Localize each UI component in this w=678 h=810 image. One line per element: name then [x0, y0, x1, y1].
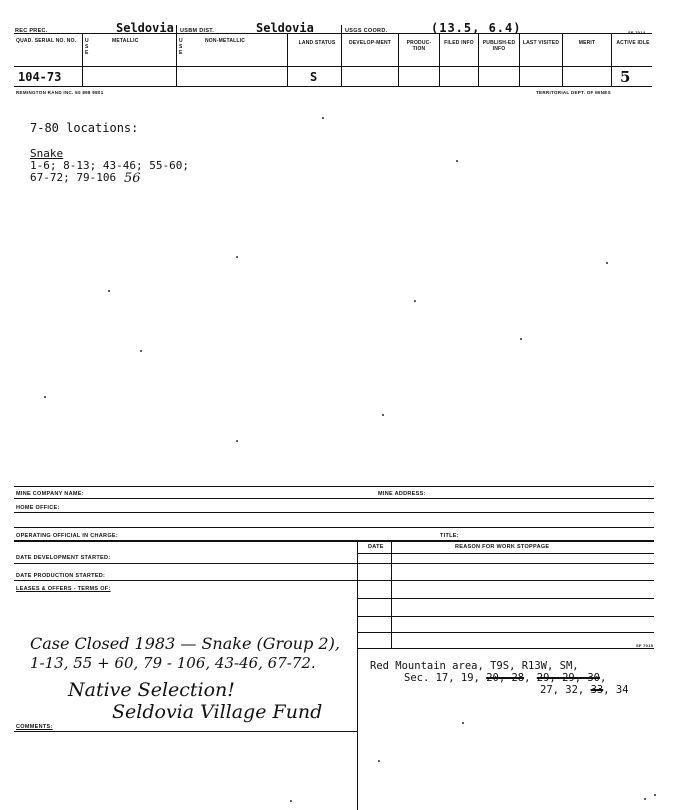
- location-line-1: Red Mountain area, T9S, R13W, SM,: [370, 660, 579, 672]
- form-rule: [14, 580, 654, 581]
- record-land-status: S: [310, 70, 318, 84]
- scan-speck: [520, 338, 522, 340]
- col-land-status: LAND STATUS: [298, 40, 336, 46]
- col-divider: [82, 33, 83, 86]
- record-row-top: [14, 66, 652, 67]
- scan-speck: [322, 117, 324, 119]
- scan-speck: [290, 800, 292, 802]
- col-production: PRODUC-TION: [406, 40, 432, 52]
- notes-line2: 67-72; 79-106: [30, 171, 117, 184]
- record-active-mark: 5: [620, 68, 631, 86]
- form-rule: [357, 648, 654, 649]
- handwritten-line-3: Native Selection!: [68, 679, 235, 701]
- date-dev-started-label: DATE DEVELOPMENT STARTED:: [16, 555, 111, 561]
- scan-speck: [414, 300, 416, 302]
- form-rule: [357, 632, 654, 633]
- form-rule: [14, 540, 654, 542]
- location-line-3: [540, 684, 629, 696]
- date-prod-started-label: DATE PRODUCTION STARTED:: [16, 573, 106, 579]
- reason-col-label: REASON FOR WORK STOPPAGE: [455, 544, 550, 550]
- scan-speck: [108, 290, 110, 292]
- scan-speck: [378, 760, 380, 762]
- scan-speck: [606, 262, 608, 264]
- notes-subheading: Snake: [30, 147, 64, 160]
- printer-line-right: TERRITORIAL DEPT. OF MINES: [536, 90, 611, 95]
- mine-company-name-label: MINE COMPANY NAME:: [16, 491, 84, 497]
- home-office-label: HOME OFFICE:: [16, 505, 60, 511]
- usgs-coord-label: USGS COORD.: [345, 28, 388, 34]
- col-quad-serial: QUAD. SERIAL NO. NO.: [16, 38, 77, 44]
- notes-heading: 7-80 locations:: [30, 121, 139, 135]
- location-line-3-strike: 33: [590, 684, 604, 696]
- col-divider: [562, 33, 563, 86]
- scan-speck: [236, 256, 238, 258]
- col-non-metallic: NON-METALLIC: [205, 38, 246, 44]
- record-row-bottom: [14, 86, 652, 87]
- comments-label: COMMENTS:: [16, 724, 53, 730]
- col-divider: [611, 33, 612, 86]
- notes-line1: 1-6; 8-13; 43-46; 55-60;: [30, 159, 189, 172]
- scan-speck: [462, 722, 464, 724]
- printer-line-left: REMINGTON RAND INC. 50 898 9801: [16, 90, 104, 95]
- form-divider: [391, 540, 392, 648]
- col-divider: [398, 33, 399, 86]
- col-last-visited: LAST VISITED: [522, 40, 560, 46]
- header-top-divider: [14, 33, 652, 34]
- form-rule: [14, 512, 654, 513]
- location-line-2-prefix: Sec. 17, 19,: [404, 672, 487, 684]
- scan-speck: [44, 396, 46, 398]
- form-rule: [14, 731, 357, 732]
- location-line-3-prefix: 27, 32,: [540, 684, 591, 696]
- scan-speck: [140, 350, 142, 352]
- lower-form-number: SF 7015: [636, 643, 654, 648]
- col-filed-info: FILED INFO: [444, 40, 474, 46]
- col-divider: [341, 33, 342, 86]
- handwritten-line-1: Case Closed 1983 — Snake (Group 2),: [30, 634, 340, 653]
- handwritten-line-4: Seldovia Village Fund: [112, 701, 323, 723]
- operating-official-label: OPERATING OFFICIAL IN CHARGE:: [16, 533, 118, 539]
- col-merit: MERIT: [578, 40, 596, 46]
- notes-handwritten-count: 56: [124, 171, 141, 186]
- date-col-label: DATE: [368, 544, 384, 550]
- col-divider: [176, 33, 177, 86]
- record-serial: 104-73: [18, 70, 62, 84]
- rec-prec-value: Seldovia: [116, 21, 174, 35]
- form-rule: [357, 616, 654, 617]
- form-rule: [357, 553, 654, 554]
- form-rule: [357, 598, 654, 599]
- scan-speck: [236, 440, 238, 442]
- col-active-idle: ACTIVE IDLE: [616, 40, 650, 46]
- scan-speck: [456, 160, 458, 162]
- header-divider: [341, 25, 342, 33]
- handwritten-line-2: 1-13, 55 + 60, 79 - 106, 43-46, 67-72.: [30, 654, 316, 672]
- col-development: DEVELOP-MENT: [348, 40, 392, 46]
- col-use-nonmetallic: U S E: [179, 38, 183, 56]
- col-published-info: PUBLISH-ED INFO: [482, 40, 516, 52]
- usbm-dist-label: USBM DIST.: [180, 28, 215, 34]
- scan-speck: [644, 798, 646, 800]
- col-use-metallic: U S E: [85, 38, 89, 56]
- usbm-dist-value: Seldovia: [256, 21, 314, 35]
- form-rule: [14, 498, 654, 499]
- col-divider: [478, 33, 479, 86]
- form-rule: [14, 563, 654, 564]
- leases-label: LEASES & OFFERS - TERMS OF:: [16, 586, 111, 592]
- col-divider: [287, 33, 288, 86]
- location-line-2: [404, 672, 606, 684]
- location-line-3-suffix: , 34: [603, 684, 629, 696]
- location-line-2-strike-2: 29, 29, 30: [536, 672, 600, 684]
- scan-speck: [382, 414, 384, 416]
- header-form-number: SF 7014: [628, 30, 646, 35]
- col-divider: [439, 33, 440, 86]
- header-divider: [176, 25, 177, 33]
- location-line-2-mid: ,: [524, 672, 537, 684]
- form-divider: [357, 540, 358, 810]
- title-label: TITLE:: [440, 533, 459, 539]
- rec-prec-label: REC PREC.: [15, 28, 48, 34]
- usgs-coord-value: (13.5, 6.4): [431, 21, 522, 35]
- col-divider: [519, 33, 520, 86]
- form-rule: [14, 527, 654, 528]
- location-line-2-suffix: ,: [600, 672, 607, 684]
- col-metallic: METALLIC: [112, 38, 139, 44]
- location-line-2-strike-1: 20, 28: [486, 672, 525, 684]
- mine-address-label: MINE ADDRESS:: [378, 491, 426, 497]
- lower-form-top-line: [14, 486, 654, 487]
- scan-speck: [654, 794, 656, 796]
